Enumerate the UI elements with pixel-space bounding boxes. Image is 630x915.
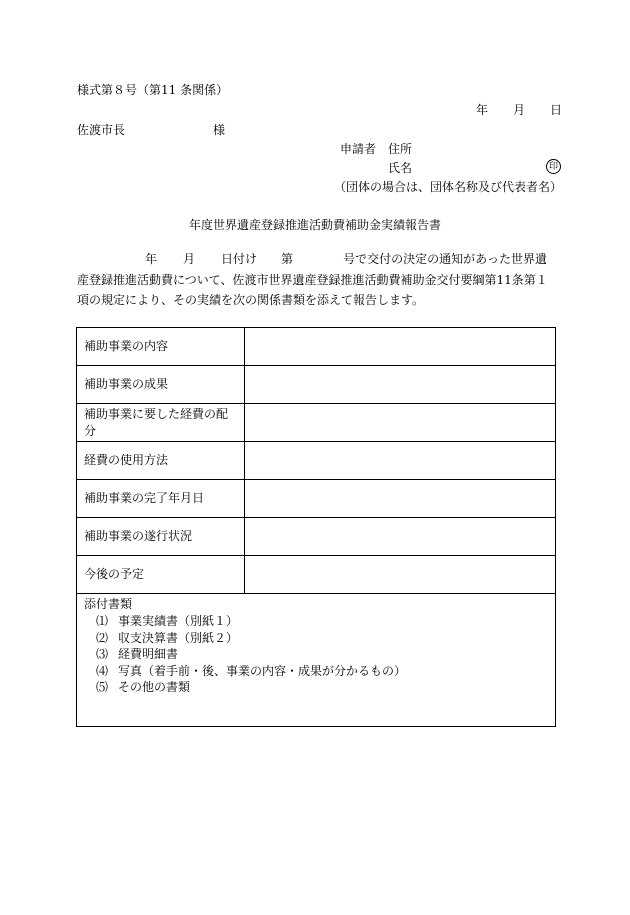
- table-row: [77, 366, 556, 404]
- row-value: [245, 366, 556, 404]
- date-day-label: 日: [550, 103, 563, 117]
- item-text: 写真（着手前・後、事業の内容・成果が分かるもの）: [118, 663, 407, 678]
- name-label: 氏名: [388, 161, 413, 175]
- item-number: ⑸: [96, 680, 109, 694]
- body-paragraph: [77, 249, 563, 311]
- item-text: 収支決算書（別紙２）: [118, 630, 239, 645]
- row-value: [245, 556, 556, 594]
- date-month-label: 月: [513, 103, 526, 117]
- table-row: [77, 556, 556, 594]
- item-number: ⑶: [96, 647, 109, 661]
- date-year-label: 年: [476, 103, 489, 117]
- body-line-3: 項の規定により、その実績を次の関係書類を添えて報告します。: [77, 293, 425, 307]
- blank-day: 日付け: [221, 252, 258, 266]
- table-row: [77, 328, 556, 366]
- attachments-cell: [77, 594, 556, 727]
- row-value: [245, 518, 556, 556]
- seal-icon: 印: [546, 159, 561, 174]
- item-number: ⑵: [96, 630, 109, 645]
- list-item: [84, 646, 548, 663]
- addressee-honorific: 様: [213, 123, 226, 137]
- attachments-row: [77, 594, 556, 727]
- row-value: [245, 328, 556, 366]
- row-label: 補助事業の遂行状況: [77, 518, 245, 556]
- list-item: [84, 663, 548, 680]
- body-line-2: 産登録推進活動費について、佐渡市世界遺産登録推進活動費補助金交付要綱第11条第１: [77, 272, 548, 287]
- table-row: [77, 518, 556, 556]
- blank-month: 月: [183, 252, 196, 266]
- item-number: ⑴: [96, 614, 109, 628]
- blank-number: 第: [281, 252, 294, 266]
- list-item: [84, 630, 548, 647]
- applicant-label: 申請者: [340, 142, 377, 156]
- address-label: 住所: [388, 142, 413, 156]
- attachments-heading: 添付書類: [84, 597, 133, 611]
- item-text: 事業実績書（別紙１）: [118, 614, 239, 628]
- body-line-1: 号で交付の決定の通知があった世界遺: [343, 252, 547, 266]
- report-title: 年度世界遺産登録推進活動費補助金実績報告書: [188, 218, 441, 232]
- row-label: 補助事業に要した経費の配分: [77, 404, 245, 442]
- list-item: [84, 679, 548, 696]
- row-value: [245, 404, 556, 442]
- form-number: 様式第８号（第11 条関係）: [77, 83, 229, 97]
- table-row: [77, 442, 556, 480]
- item-text: その他の書類: [118, 680, 191, 694]
- report-table: [76, 327, 556, 727]
- addressee: 佐渡市長: [77, 123, 126, 137]
- row-label: 経費の使用方法: [77, 442, 245, 480]
- row-value: [245, 480, 556, 518]
- row-value: [245, 442, 556, 480]
- table-row: [77, 404, 556, 442]
- row-label: 補助事業の内容: [77, 328, 245, 366]
- list-item: [84, 613, 548, 630]
- item-number: ⑷: [96, 663, 109, 678]
- blank-year: 年: [145, 252, 158, 266]
- item-text: 経費明細書: [118, 647, 179, 661]
- row-label: 補助事業の完了年月日: [77, 480, 245, 518]
- group-note: （団体の場合は、団体名称及び代表者名）: [334, 180, 563, 194]
- row-label: 今後の予定: [77, 556, 245, 594]
- row-label: 補助事業の成果: [77, 366, 245, 404]
- table-row: [77, 480, 556, 518]
